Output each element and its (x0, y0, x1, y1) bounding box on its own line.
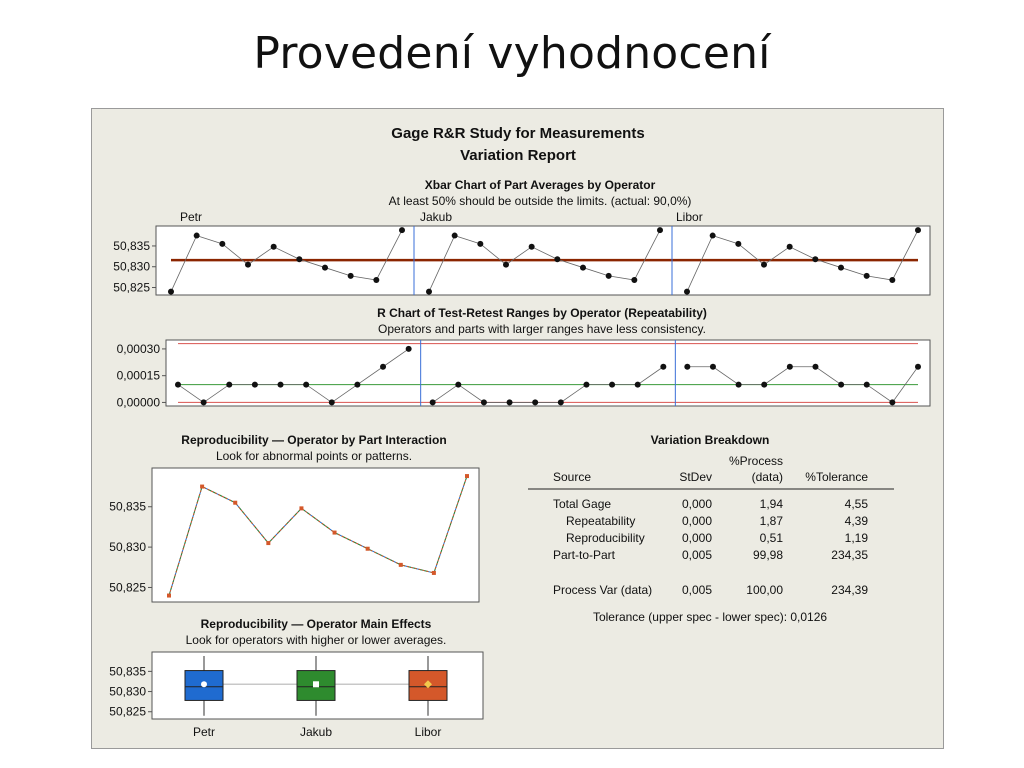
rchart-point (406, 346, 412, 352)
rchart-point (583, 382, 589, 388)
xbar-point (735, 241, 741, 247)
rchart-point (838, 382, 844, 388)
main-effects-xlabel-jakub: Jakub (299, 725, 333, 739)
xbar-ytick-label: 50,830 (113, 259, 150, 274)
xbar-point (245, 262, 251, 268)
main-effects-xlabel-petr: Petr (192, 725, 216, 739)
interaction-ytick-label: 50,835 (109, 499, 146, 514)
xbar-chart (113, 178, 930, 295)
interaction-subtitle: Look for abnormal points or patterns. (215, 449, 413, 463)
xbar-point (194, 233, 200, 239)
main-effects-ytick-label: 50,830 (109, 684, 146, 699)
xbar-ytick-label: 50,825 (113, 280, 150, 295)
rchart-point (380, 364, 386, 370)
xbar-point (399, 227, 405, 233)
rchart-point (761, 382, 767, 388)
breakdown-row-tolerance: 1,19 (844, 531, 868, 545)
rchart-point (175, 382, 181, 388)
xbar-point (657, 227, 663, 233)
xbar-point (889, 277, 895, 283)
breakdown-row-stdev: 0,000 (681, 497, 712, 511)
main-effects-ytick-label: 50,835 (109, 664, 146, 679)
breakdown-row-tolerance: 234,35 (831, 548, 868, 562)
rchart-point (684, 364, 690, 370)
rchart-title: R Chart of Test-Retest Ranges by Operator (Repeatability) (377, 306, 707, 320)
slide-title: Provedení vyhodnocení (253, 28, 771, 79)
rchart-point (252, 382, 258, 388)
breakdown-title: Variation Breakdown (650, 433, 770, 447)
rchart-point (609, 382, 615, 388)
breakdown-row-process: 1,94 (759, 497, 783, 511)
breakdown-row-source: Part-to-Part (553, 548, 616, 562)
xbar-point (864, 273, 870, 279)
rchart-point (532, 399, 538, 405)
rchart-ytick-label: 0,00000 (116, 395, 160, 410)
rchart-point (278, 382, 284, 388)
r-chart (117, 306, 930, 409)
interaction-title: Reproducibility — Operator by Part Interaction (181, 433, 447, 447)
xbar-ytick-label: 50,835 (113, 238, 150, 253)
xbar-operator-label-petr: Petr (180, 210, 203, 224)
breakdown-row-tolerance: 4,55 (844, 497, 868, 511)
rchart-ytick-label: 0,00015 (116, 368, 160, 383)
rchart-point (201, 399, 207, 405)
rchart-point (736, 382, 742, 388)
main-effects-subtitle: Look for operators with higher or lower averages. (185, 633, 447, 647)
interaction-point (266, 541, 270, 545)
rchart-point (864, 382, 870, 388)
xbar-point (710, 233, 716, 239)
interaction-ytick-label: 50,825 (109, 580, 146, 595)
xbar-point (168, 289, 174, 295)
xbar-point (529, 244, 535, 250)
xbar-point (348, 273, 354, 279)
breakdown-row-source: Reproducibility (566, 531, 645, 545)
xbar-point (554, 256, 560, 262)
rchart-point (303, 382, 309, 388)
breakdown-row-source: Process Var (data) (553, 583, 653, 597)
rchart-point (354, 382, 360, 388)
rchart-subtitle: Operators and parts with larger ranges have less consistency. (378, 322, 706, 336)
xbar-title: Xbar Chart of Part Averages by Operator (424, 178, 656, 192)
rchart-point (889, 399, 895, 405)
breakdown-row-source: Repeatability (566, 514, 636, 528)
main-effects-mean-marker (201, 681, 207, 687)
breakdown-row-stdev: 0,005 (681, 548, 712, 562)
xbar-point (915, 227, 921, 233)
breakdown-row-process: 0,51 (759, 531, 783, 545)
xbar-operator-label-libor: Libor (676, 210, 703, 224)
report-canvas (92, 109, 945, 750)
xbar-point (761, 262, 767, 268)
rchart-plot-area (166, 340, 930, 406)
rchart-point (915, 364, 921, 370)
breakdown-header-top-process: %Process (728, 454, 783, 468)
xbar-operator-label-jakub: Jakub (420, 210, 453, 224)
xbar-point (631, 277, 637, 283)
rchart-point (455, 382, 461, 388)
report-title-line1: Gage R&R Study for Measurements (391, 125, 645, 142)
xbar-point (452, 233, 458, 239)
main-effects-chart (109, 617, 483, 739)
variation-breakdown-table (528, 433, 894, 624)
rchart-point (635, 382, 641, 388)
breakdown-row-process: 99,98 (752, 548, 783, 562)
main-effects-title: Reproducibility — Operator Main Effects (200, 617, 432, 631)
rchart-point (787, 364, 793, 370)
breakdown-row-source: Total Gage (553, 497, 612, 511)
rchart-ytick-label: 0,00030 (116, 341, 160, 356)
breakdown-row-stdev: 0,000 (681, 531, 712, 545)
xbar-point (684, 289, 690, 295)
main-effects-xlabel-libor: Libor (414, 725, 442, 739)
xbar-point (787, 244, 793, 250)
main-effects-ytick-label: 50,825 (109, 704, 146, 719)
xbar-point (606, 273, 612, 279)
breakdown-header-source: Source (553, 470, 592, 484)
breakdown-row-process: 100,00 (746, 583, 783, 597)
breakdown-header-stdev: StDev (679, 470, 712, 484)
rchart-point (558, 399, 564, 405)
rchart-point (226, 382, 232, 388)
interaction-point (333, 531, 337, 535)
rchart-point (812, 364, 818, 370)
interaction-chart (109, 433, 479, 602)
interaction-ytick-label: 50,830 (109, 540, 146, 555)
rchart-point (329, 399, 335, 405)
breakdown-header-tolerance: %Tolerance (805, 470, 868, 484)
interaction-point (366, 547, 370, 551)
breakdown-header-process: (data) (751, 470, 783, 484)
rchart-point (481, 399, 487, 405)
interaction-point (233, 501, 237, 505)
xbar-subtitle: At least 50% should be outside the limits. (actual: 90,0%) (388, 194, 692, 208)
xbar-point (580, 265, 586, 271)
breakdown-row-tolerance: 234,39 (831, 583, 868, 597)
breakdown-row-stdev: 0,000 (681, 514, 712, 528)
main-effects-mean-marker (313, 681, 319, 687)
gage-rr-report (91, 108, 944, 749)
xbar-point (322, 265, 328, 271)
interaction-point (200, 485, 204, 489)
interaction-point (299, 506, 303, 510)
interaction-point (399, 563, 403, 567)
xbar-point (838, 265, 844, 271)
breakdown-footnote: Tolerance (upper spec - lower spec): 0,0126 (592, 610, 828, 624)
xbar-point (373, 277, 379, 283)
breakdown-row-process: 1,87 (759, 514, 783, 528)
xbar-point (219, 241, 225, 247)
xbar-point (503, 262, 509, 268)
xbar-point (296, 256, 302, 262)
report-title-line2: Variation Report (460, 147, 576, 164)
interaction-point (465, 474, 469, 478)
interaction-point (167, 594, 171, 598)
xbar-point (477, 241, 483, 247)
rchart-point (660, 364, 666, 370)
rchart-point (710, 364, 716, 370)
xbar-point (426, 289, 432, 295)
rchart-point (507, 399, 513, 405)
interaction-point (432, 571, 436, 575)
breakdown-row-stdev: 0,005 (681, 583, 712, 597)
xbar-point (812, 256, 818, 262)
xbar-point (271, 244, 277, 250)
rchart-point (430, 399, 436, 405)
breakdown-row-tolerance: 4,39 (844, 514, 868, 528)
